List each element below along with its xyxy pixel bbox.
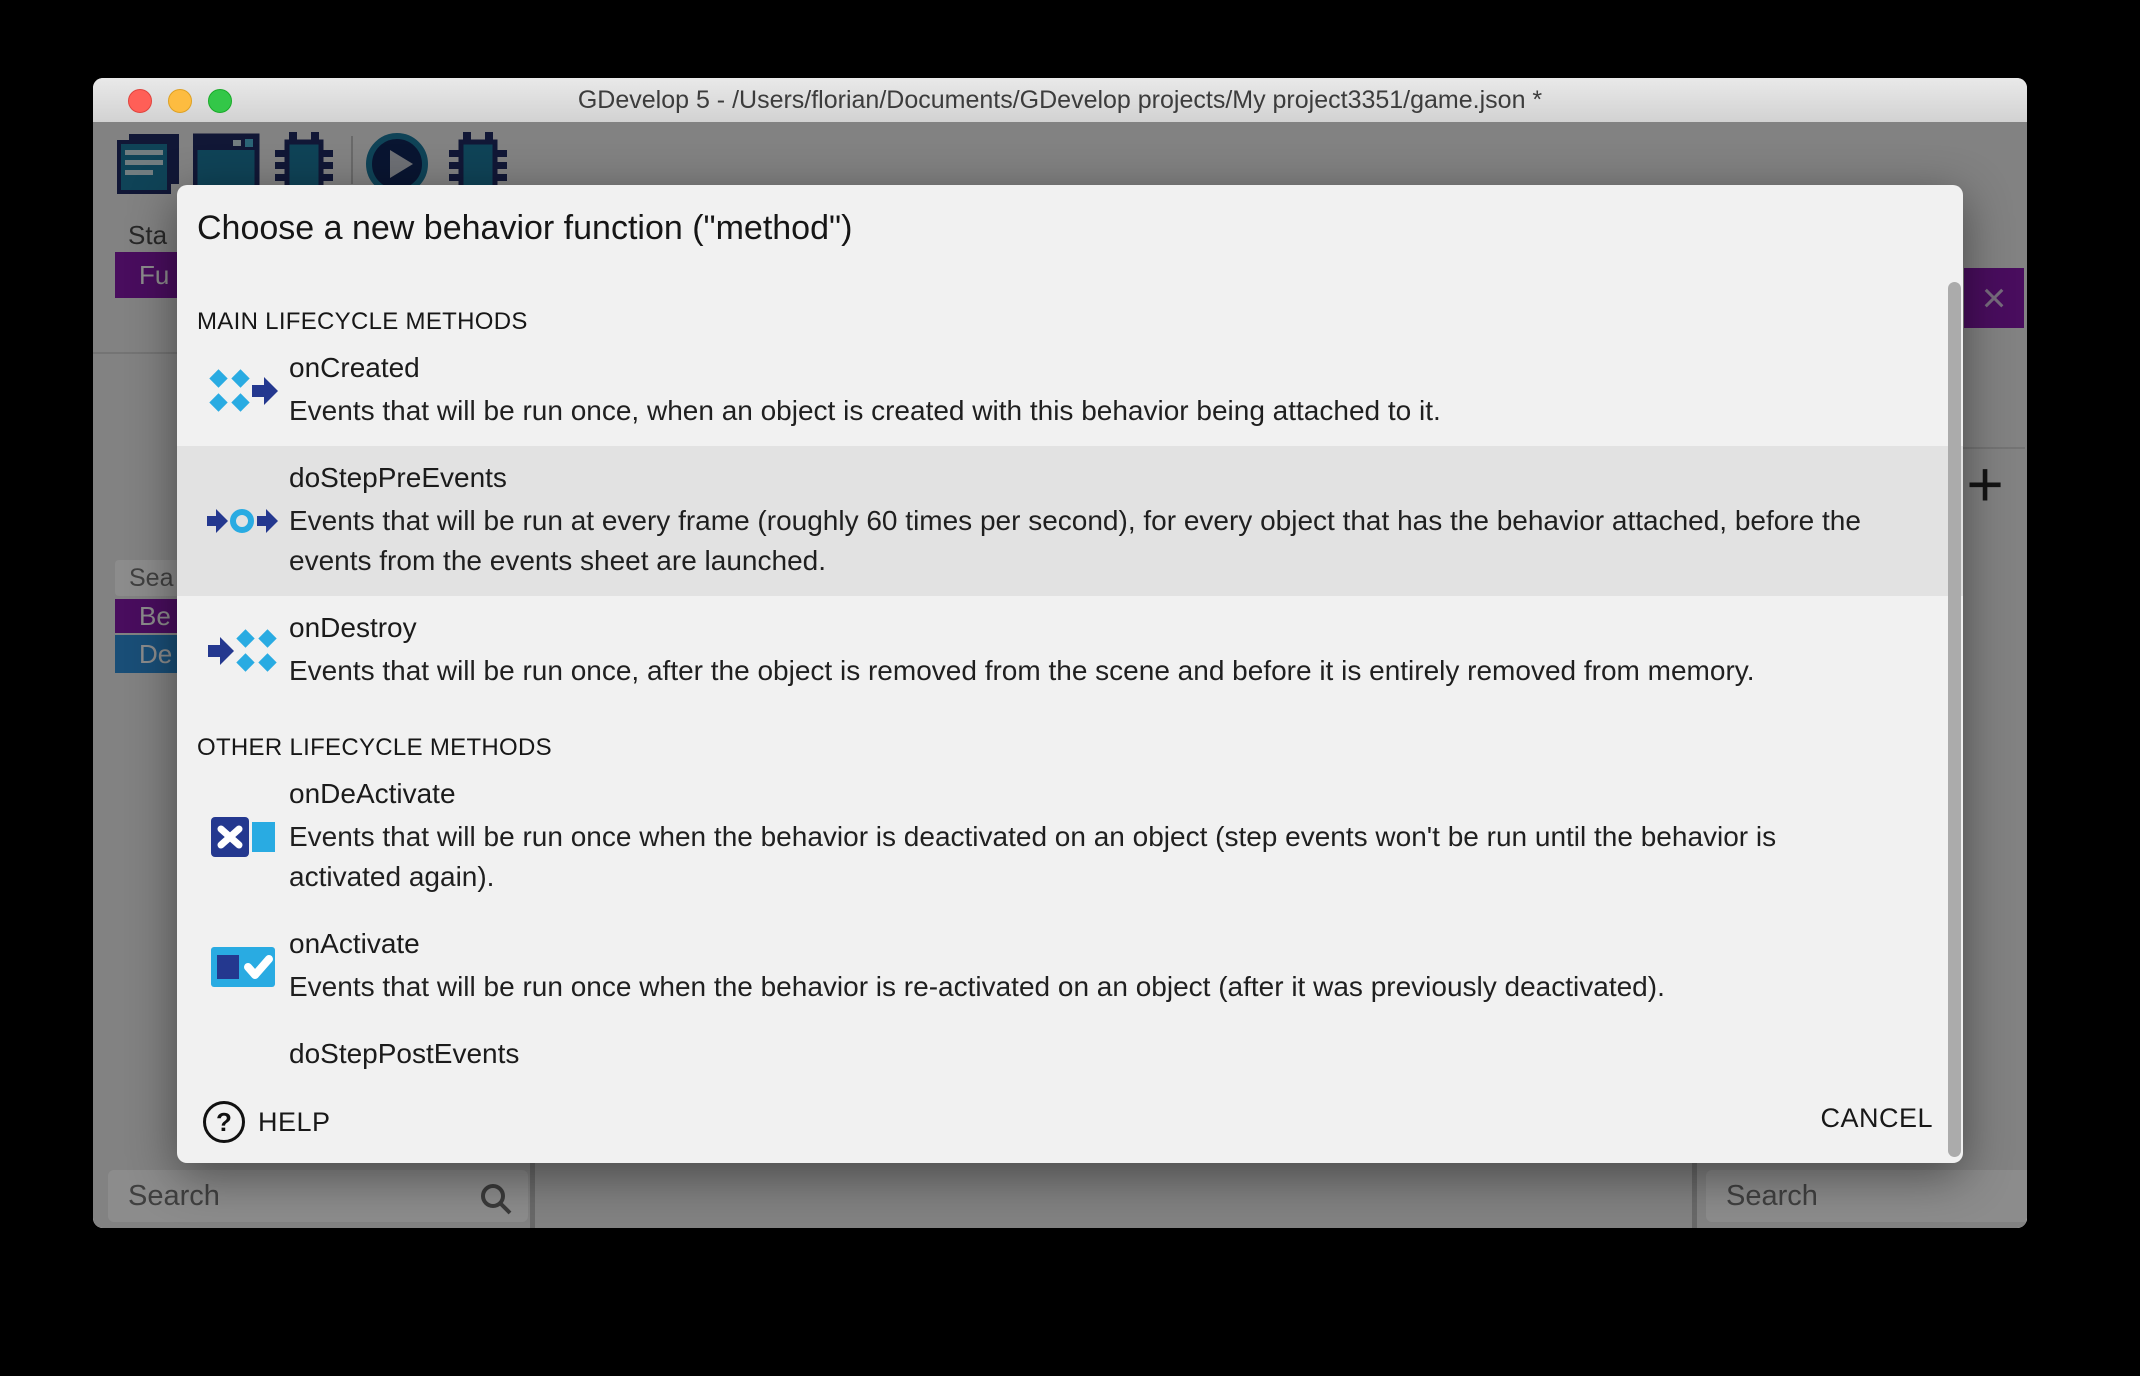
help-icon: ? <box>203 1101 245 1143</box>
choose-method-dialog <box>177 185 1963 1163</box>
method-list <box>177 280 1963 1080</box>
close-icon: × <box>1981 274 2007 321</box>
dosteppreevents-icon <box>207 505 279 537</box>
dialog-footer <box>177 1083 1963 1163</box>
method-row-ondestroy[interactable] <box>177 596 1963 706</box>
help-button-label: HELP <box>258 1106 331 1137</box>
method-name: onActivate <box>289 928 420 959</box>
selected-function-item[interactable]: De <box>115 635 1015 673</box>
method-name: onDestroy <box>289 612 417 643</box>
behaviors-panel-header[interactable]: Be <box>115 599 1015 633</box>
method-name: onDeActivate <box>289 778 456 809</box>
method-row-dosteppreevents[interactable] <box>177 446 1963 596</box>
window-titlebar <box>93 78 2027 123</box>
method-description: Events that will be run once, after the object is removed from the scene and before it is entirely removed from memory. <box>289 655 1755 686</box>
tab-start-page[interactable]: Sta <box>128 220 168 250</box>
app-window <box>93 78 2027 1228</box>
plus-icon: + <box>1966 448 2004 520</box>
method-row-doSteppostevents[interactable] <box>177 1022 1963 1080</box>
ondestroy-icon <box>208 628 278 674</box>
method-row-onactivate[interactable] <box>177 912 1963 1022</box>
section-header-main: MAIN LIFECYCLE METHODS <box>197 308 528 335</box>
ondeactivate-icon <box>211 817 275 857</box>
dialog-title: Choose a new behavior function ("method") <box>197 209 853 247</box>
help-button[interactable] <box>203 1101 331 1143</box>
app-content <box>93 122 2027 1228</box>
oncreated-icon <box>208 368 278 414</box>
method-description: Events that will be run once, when an object is created with this behavior being attached to it. <box>289 395 1441 426</box>
method-name: onCreated <box>289 352 420 383</box>
method-row-ondeactivate[interactable] <box>177 762 1963 912</box>
method-description: Events that will be run at every frame (roughly 60 times per second), for every object that has the behavior attached, before the events from the events sheet are launched. <box>289 505 1861 576</box>
method-name: doStepPostEvents <box>289 1038 520 1069</box>
section-header-other: OTHER LIFECYCLE METHODS <box>197 734 552 761</box>
cancel-button[interactable]: CANCEL <box>1820 1103 1933 1133</box>
method-name: doStepPreEvents <box>289 462 507 493</box>
functions-panel-header[interactable]: Fu <box>115 252 1015 298</box>
onactivate-icon <box>211 947 275 987</box>
method-description: Events that will be run once when the behavior is deactivated on an object (step events won't be run until the behavior is activated again). <box>289 821 1777 892</box>
method-description: Events that will be run once when the behavior is re-activated on an object (after it was previously deactivated). <box>289 971 1665 1002</box>
dialog-scrollbar-thumb[interactable] <box>1948 282 1961 1157</box>
method-row-oncreated[interactable] <box>177 336 1963 446</box>
window-title: GDevelop 5 - /Users/florian/Documents/GDevelop projects/My project3351/game.json * <box>577 86 1543 114</box>
